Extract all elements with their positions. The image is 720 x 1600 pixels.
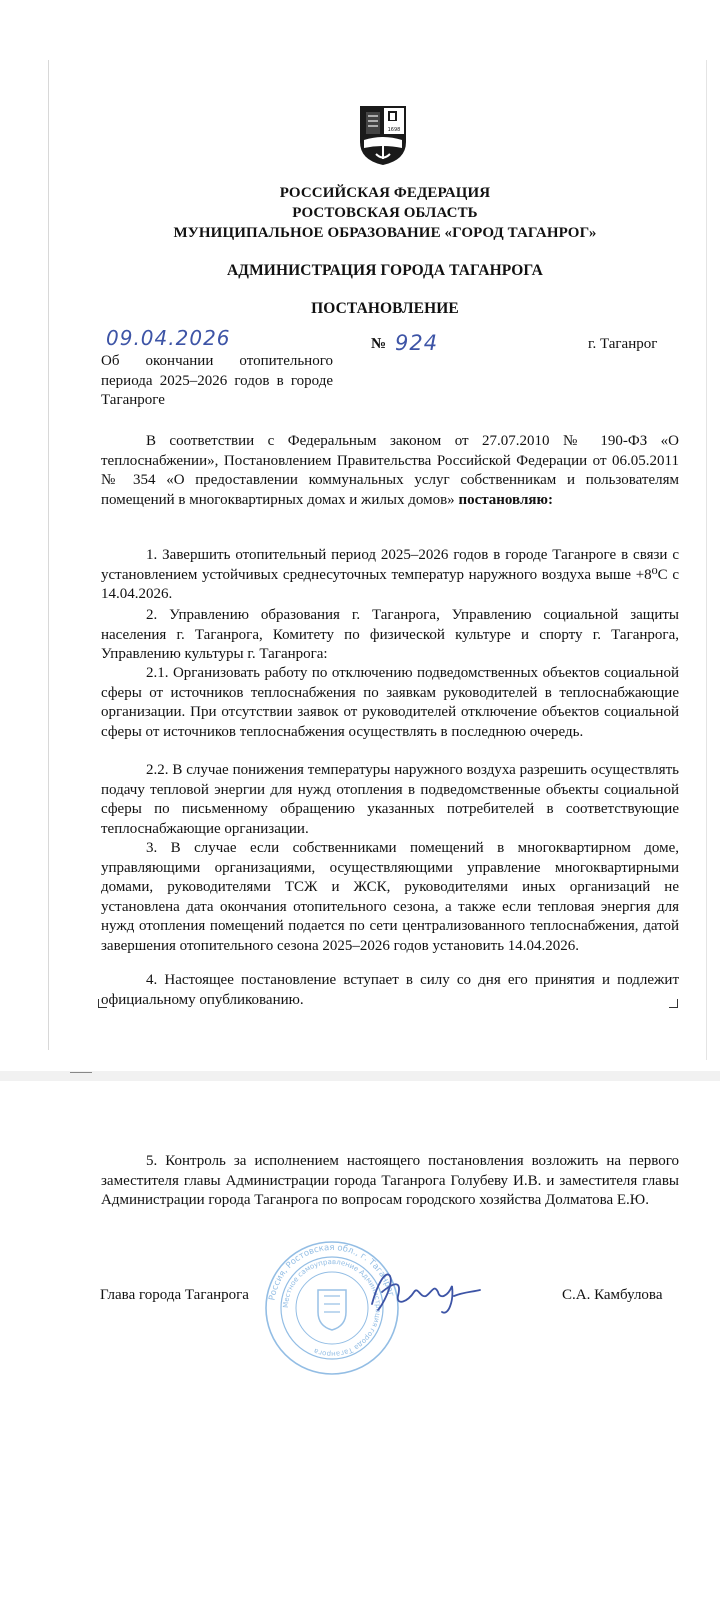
- signatory-name: С.А. Камбулова: [562, 1287, 663, 1303]
- handwritten-date: 09.04.2026: [106, 326, 231, 350]
- handwritten-signature: [368, 1262, 488, 1322]
- handwritten-number: 924: [395, 331, 439, 355]
- administration-heading: АДМИНИСТРАЦИЯ ГОРОДА ТАГАНРОГА: [227, 262, 543, 279]
- clause-2: 2. Управлению образования г. Таганрога, Управлению социальной защиты населения г. Таганрога, Комитету по физической культуре и спорту г. Таганрога, Управлению культуры г. Таганрога:: [101, 607, 679, 662]
- preamble-paragraph: [101, 432, 679, 510]
- page-edge: [48, 60, 49, 1050]
- scan-corner-mark: [669, 999, 678, 1008]
- region-heading: РОСТОВСКАЯ ОБЛАСТЬ: [292, 205, 478, 221]
- scan-corner-mark: [98, 999, 107, 1008]
- svg-text:1698: 1698: [387, 127, 401, 133]
- number-sign: №: [371, 336, 387, 352]
- clause-4: 4. Настоящее постановление вступает в силу со дня его принятия и подлежит официальному опубликованию.: [101, 972, 679, 1008]
- document-subject: Об окончании отопительного периода 2025–2026 годов в городе Таганроге: [101, 353, 333, 408]
- clause-3: 3. В случае если собственниками помещений в многоквартирном доме, управляющими организациями, осуществляющими управление многоквартирными домами, руководителями ТСЖ и ЖСК, руководителями иных организаций не установлена дата окончания отопительного сезона, а также если тепловая энергия для нужд отопления помещений подается по сети централизованного теплоснабжения, датой завершения отопительного сезона 2025–2026 годов установить 14.04.2026.: [101, 840, 679, 954]
- municipality-heading: МУНИЦИПАЛЬНОЕ ОБРАЗОВАНИЕ «ГОРОД ТАГАНРОГ»: [173, 225, 597, 241]
- page-break-mark: [70, 1072, 92, 1073]
- signatory-position: Глава города Таганрога: [100, 1287, 249, 1303]
- preamble-text: В соответствии с Федеральным законом от 27.07.2010 № 190-ФЗ «О теплоснабжении», Постановлением Правительства Российской Федерации от 06.05.2011 № 354 «О предоставлении коммунальных услуг собственникам и пользователям помещений в многоквартирных домах и жилых домов»: [101, 433, 679, 508]
- page-break: [0, 1071, 720, 1081]
- clause-1: 1. Завершить отопительный период 2025–2026 годов в городе Таганроге в связи с установлением устойчивых среднесуточных температур наружного воздуха выше +8⁰С с 14.04.2026.: [101, 547, 679, 602]
- clause-2-1: 2.1. Организовать работу по отключению подведомственных объектов социальной сферы от источников теплоснабжения по заявкам руководителей в теплоснабжающие организации. При отсутствии заявок от руководителей отключение объектов социальной сферы от источников теплоснабжения осуществлять в последнюю очередь.: [101, 665, 679, 740]
- document-type-heading: ПОСТАНОВЛЕНИЕ: [311, 300, 459, 317]
- page-edge: [706, 60, 707, 1060]
- clause-2-2: 2.2. В случае понижения температуры наружного воздуха разрешить осуществлять подачу тепловой энергии для нужд отопления в подведомственные объекты социальной сферы по письменному обращению указанных потребителей в соответствующие теплоснабжающие организации.: [101, 762, 679, 837]
- decree-word: постановляю:: [458, 491, 553, 508]
- country-heading: РОССИЙСКАЯ ФЕДЕРАЦИЯ: [279, 185, 491, 201]
- svg-text:Россия, Ростовская обл., г. Та: Россия, Ростовская обл., г. Таганрог: [267, 1242, 396, 1302]
- city-coat-of-arms-icon: [358, 104, 408, 166]
- svg-text:Местное самоуправление Админис: Местное самоуправление Администрация города Таганрога: [281, 1257, 383, 1359]
- clause-5: 5. Контроль за исполнением настоящего постановления возложить на первого заместителя главы Администрации города Таганрога Голубеву И.В. и заместителя главы Администрации города Таганрога по вопросам городского хозяйства Долматова Е.Ю.: [101, 1153, 679, 1208]
- issue-city: г. Таганрог: [588, 336, 658, 352]
